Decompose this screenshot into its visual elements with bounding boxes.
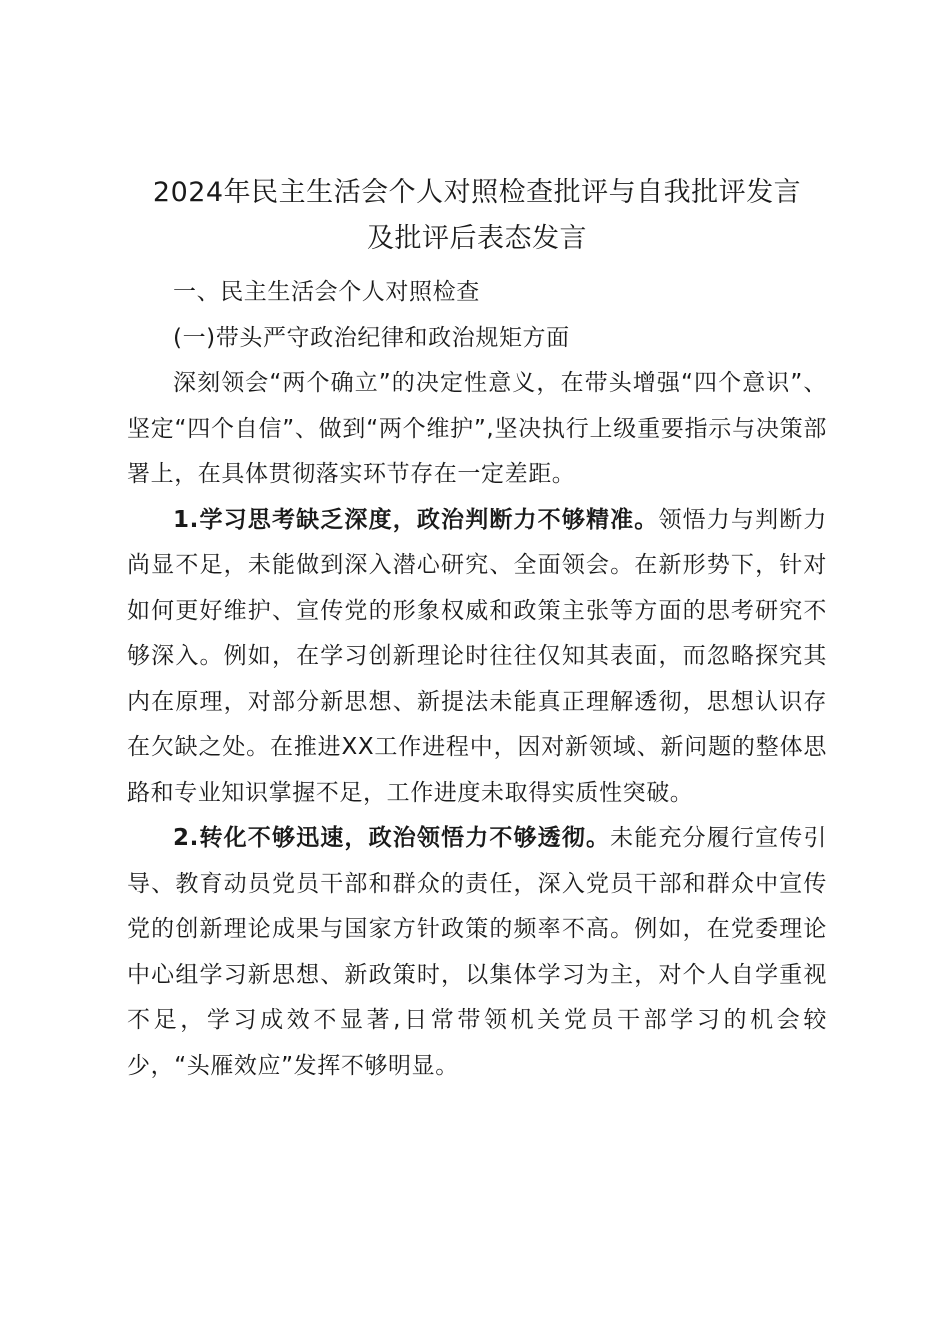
title-line-1: 2024年民主生活会个人对照检查批评与自我批评发言: [152, 177, 802, 208]
intro-paragraph: 深刻领会“两个确立”的决定性意义，在带头增强“四个意识”、坚定“四个自信”、做到“两个维护”,坚决执行上级重要指示与决策部署上，在具体贯彻落实环节存在一定差距。: [127, 370, 827, 487]
title-line-2: 及批评后表态发言: [367, 223, 587, 254]
section-heading: 一、民主生活会个人对照检查: [173, 279, 480, 305]
subsection-heading: (一)带头严守政治纪律和政治规矩方面: [173, 324, 570, 351]
item-2-paragraph: [127, 816, 827, 1089]
item-1-lead: 1.学习思考缺乏深度，政治判断力不够精准。: [173, 506, 659, 533]
item-1-body: 领悟力与判断力尚显不足，未能做到深入潜心研究、全面领会。在新形势下，针对如何更好维护、宣传党的形象权威和政策主张等方面的思考研究不够深入。例如，在学习创新理论时往往仅知其表面，而忽略探究其内在原理，对部分新思想、新提法未能真正理解透彻，思想认识存在欠缺之处。在推进XX工作进程中，因对新领域、新问题的整体思路和专业知识掌握不足，工作进度未取得实质性突破。: [127, 506, 828, 806]
document-title: [127, 170, 827, 262]
item-1-paragraph: [127, 498, 827, 817]
item-2-lead: 2.转化不够迅速，政治领悟力不够透彻。: [173, 825, 611, 851]
item-2-body: 未能充分履行宣传引导、教育动员党员干部和群众的责任，深入党员干部和群众中宣传党的创新理论成果与国家方针政策的频率不高。例如，在党委理论中心组学习新思想、新政策时，以集体学习为主，对个人自学重视不足，学习成效不显著,日常带领机关党员干部学习的机会较少，“头雁效应”发挥不够明显。: [127, 825, 828, 1079]
document-content: [127, 170, 827, 1089]
